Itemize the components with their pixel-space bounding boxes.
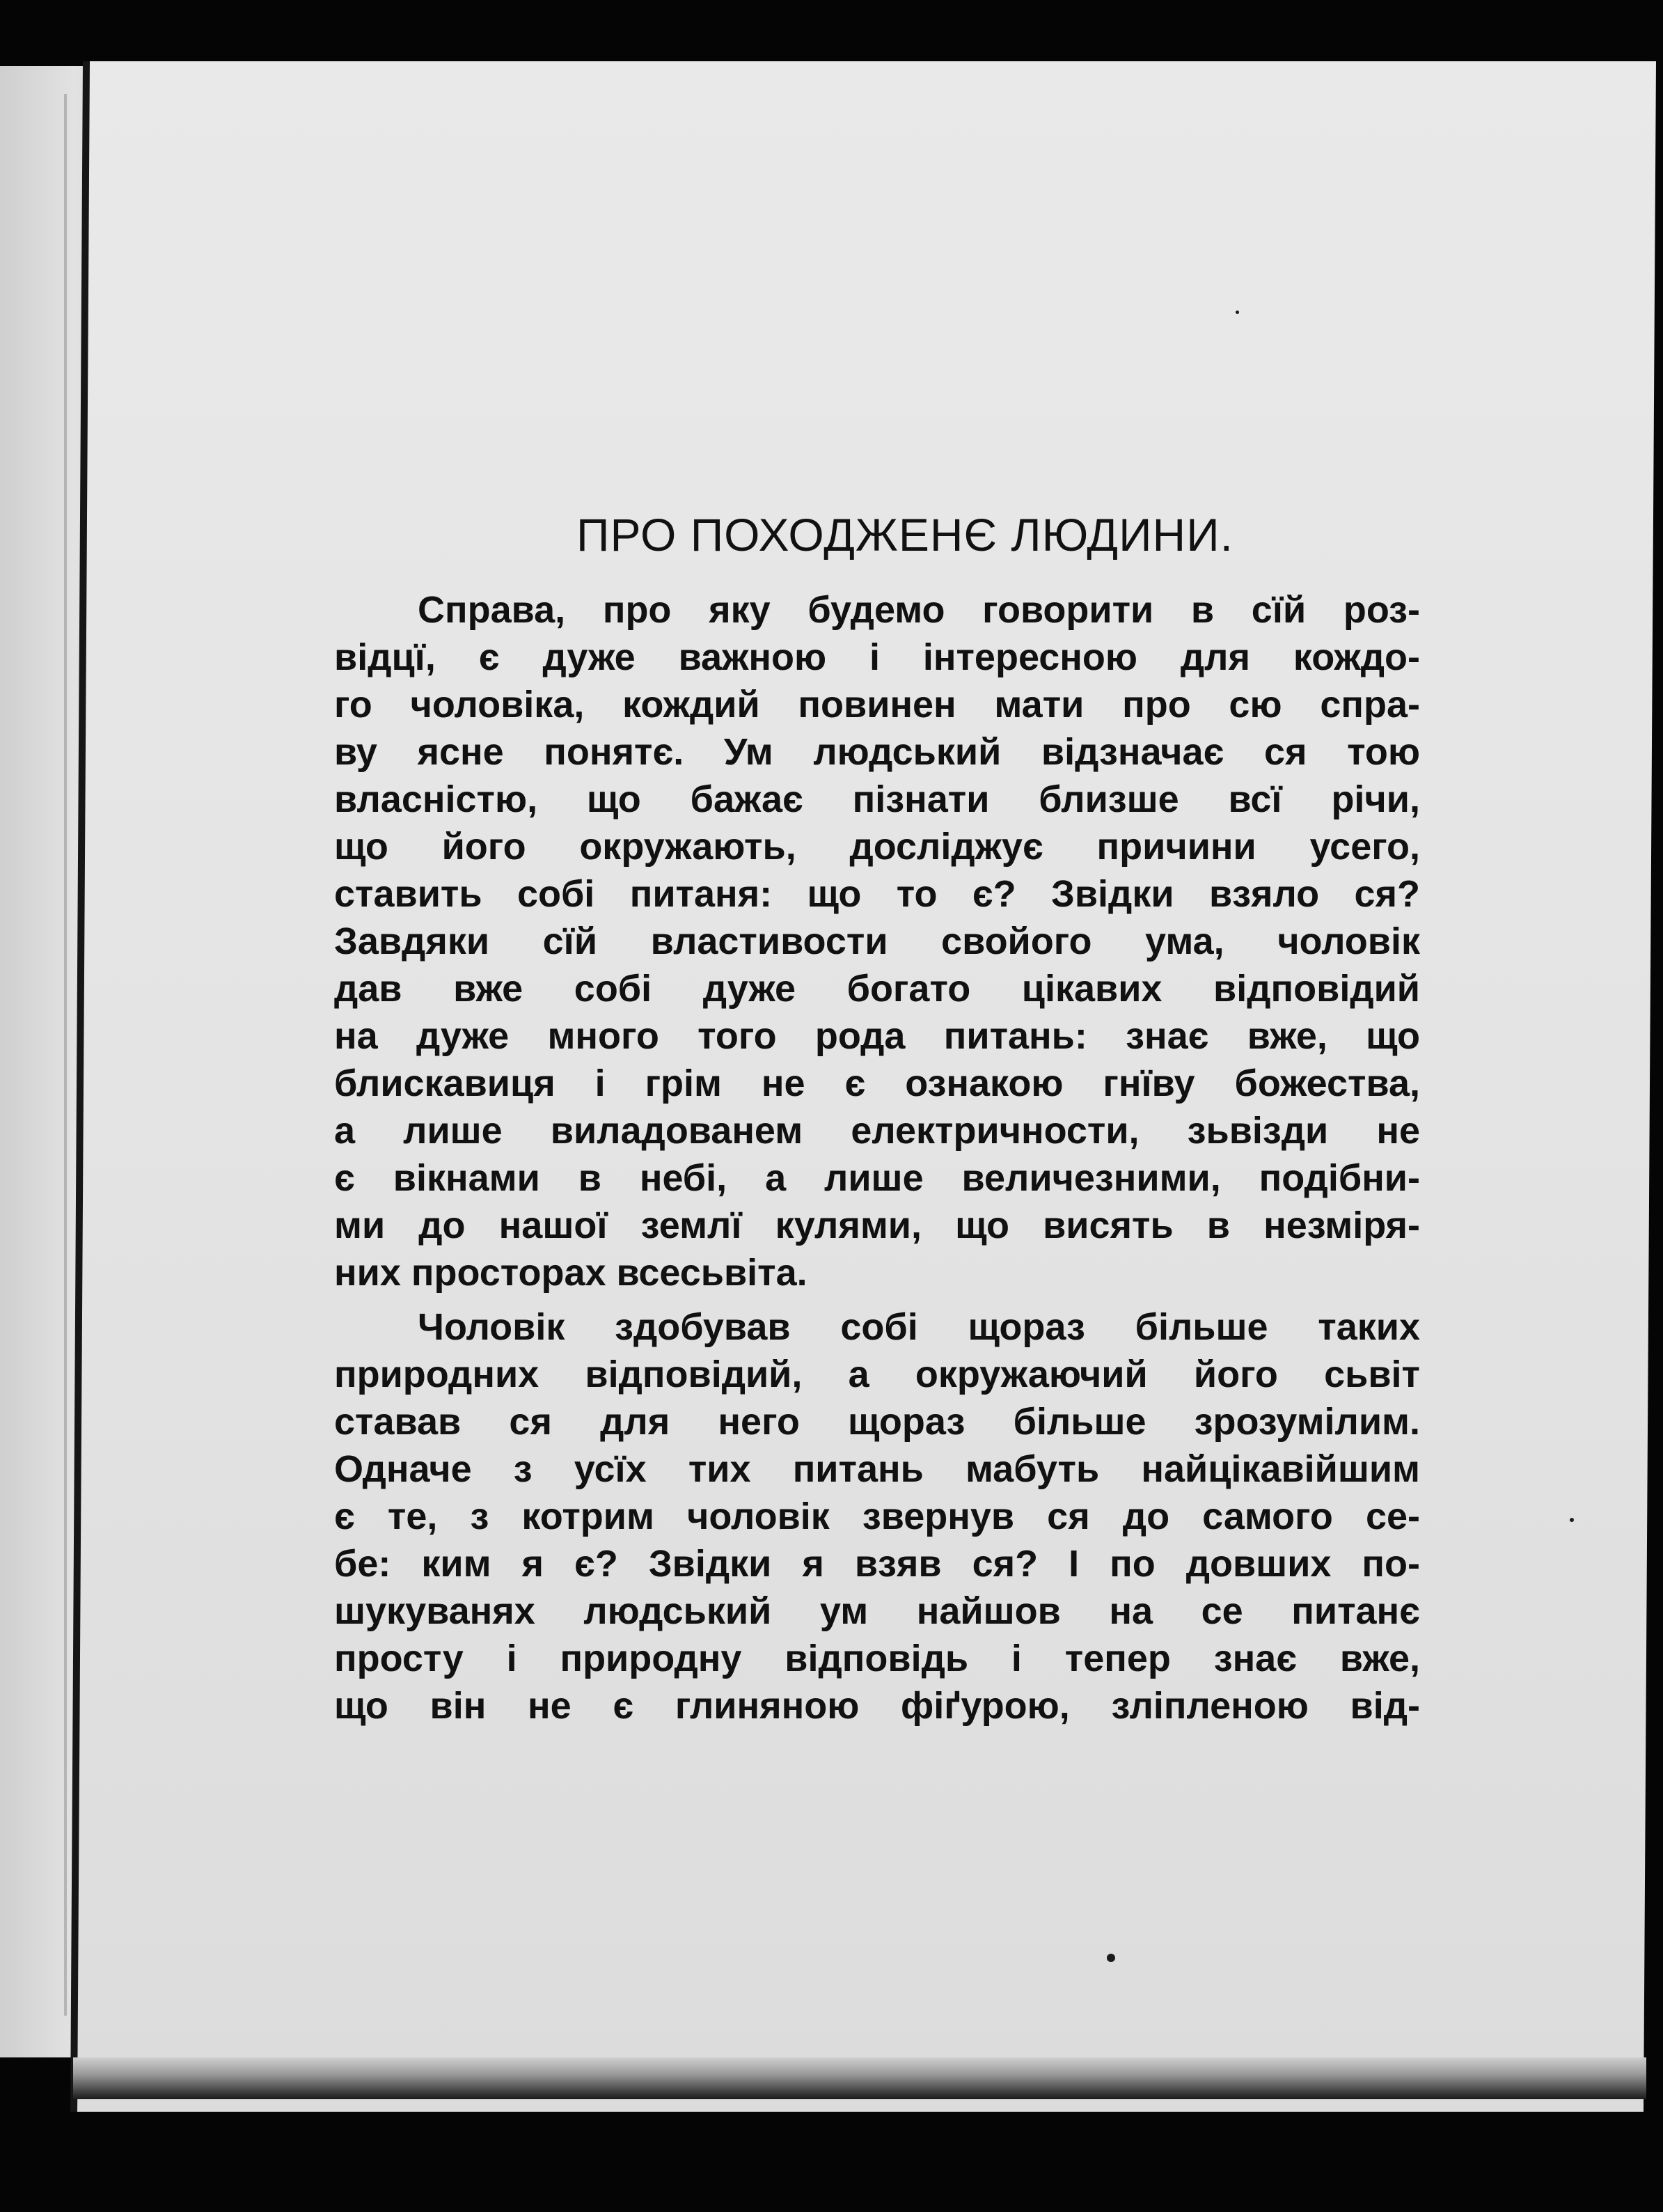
text-line: що його окружають, досліджує причини усего, xyxy=(334,826,1420,868)
page-title: ПРО ПОХОДЖЕНЄ ЛЮДИНИ. xyxy=(576,509,1234,560)
text-line: є вікнами в небі, а лише величезними, подібни- xyxy=(334,1157,1420,1199)
text-line: на дуже много того рода питань: знає вже, що xyxy=(334,1015,1420,1057)
text-line: Завдяки сїй властивости свойого ума, чоловік xyxy=(334,920,1420,962)
dust-speck xyxy=(1570,1518,1574,1522)
text-line: дав вже собі дуже богато цікавих відповідий xyxy=(334,968,1420,1010)
text-line: ву ясне понятє. Ум людський відзначає ся тою xyxy=(334,731,1420,773)
paragraph-1 xyxy=(334,586,1420,1296)
page-text xyxy=(334,508,1420,1729)
paragraph-2 xyxy=(334,1303,1420,1729)
text-line: го чоловіка, кождий повинен мати про сю спра- xyxy=(334,684,1420,725)
text-line: власністю, що бажає пізнати близше всї річи, xyxy=(334,778,1420,820)
dust-speck xyxy=(1236,311,1239,314)
text-line: Справа, про яку будемо говорити в сїй роз- xyxy=(418,589,1420,631)
text-line: природних відповідий, а окружаючий його сьвіт xyxy=(334,1354,1420,1395)
text-line: них просторах всесьвіта. xyxy=(334,1252,807,1294)
page-bottom-edge xyxy=(73,2057,1646,2099)
text-line: а лише виладованем електричности, зьвізди не xyxy=(334,1110,1420,1152)
text-line: що він не є глиняною фіґурою, зліпленою від- xyxy=(334,1685,1420,1727)
text-line: Одначе з усїх тих питань мабуть найцікавійшим xyxy=(334,1448,1420,1490)
page-fold-line xyxy=(64,94,67,2016)
text-line: ставав ся для него щораз більше зрозумілим. xyxy=(334,1401,1420,1443)
text-line: ставить собі питаня: що то є? Звідки взяло ся? xyxy=(334,873,1420,915)
text-line: шукуванях людський ум найшов на се питанє xyxy=(334,1590,1420,1632)
text-line: блискавиця і грім не є ознакою гнїву божества, xyxy=(334,1062,1420,1104)
text-line: бе: ким я є? Звідки я взяв ся? І по довших по- xyxy=(334,1543,1420,1585)
text-line: відцї, є дуже важною і інтересною для кождо- xyxy=(334,636,1420,678)
text-line: ми до нашої землї кулями, що висять в незміря- xyxy=(334,1205,1420,1246)
text-line: Чоловік здобував собі щораз більше таких xyxy=(418,1306,1420,1348)
dust-speck xyxy=(1107,1954,1115,1962)
text-line: є те, з котрим чоловік звернув ся до самого се- xyxy=(334,1496,1420,1537)
text-line: просту і природну відповідь і тепер знає вже, xyxy=(334,1638,1420,1679)
